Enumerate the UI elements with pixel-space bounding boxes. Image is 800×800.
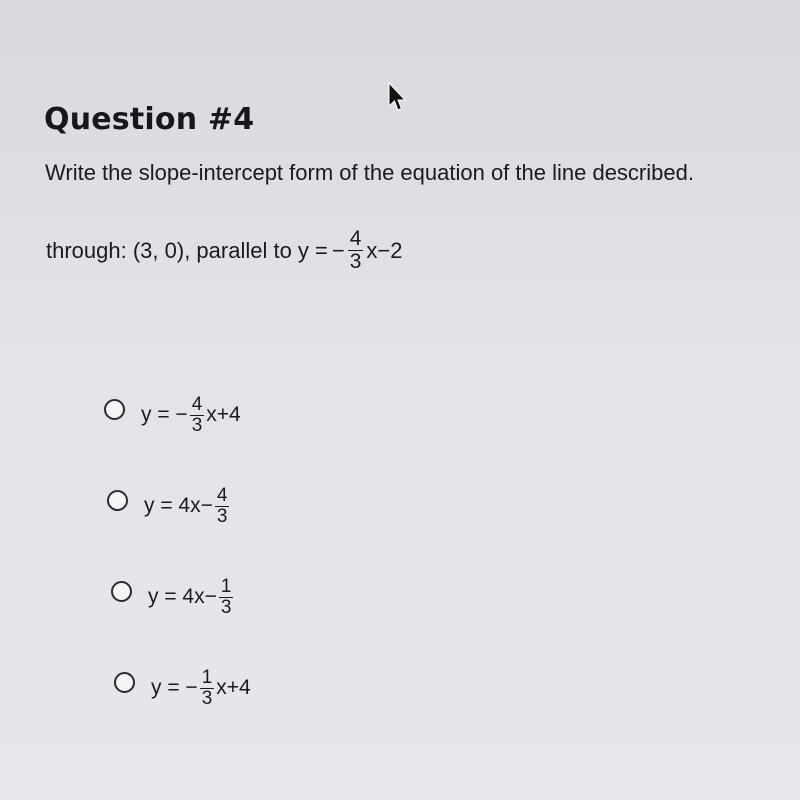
- fraction-numerator: 1: [201, 667, 213, 688]
- choice-d-post: x+4: [216, 676, 251, 700]
- choice-b-fraction: [215, 486, 230, 527]
- prompt-tail: x−2: [366, 237, 403, 263]
- prompt-sign: −: [331, 237, 345, 263]
- radio-button-c[interactable]: [111, 581, 132, 602]
- choice-a-fraction: [190, 395, 205, 436]
- prompt-lead: through: (3, 0), parallel to y =: [46, 237, 328, 263]
- choice-a-pre: y = −: [141, 403, 188, 427]
- fraction-denominator: 3: [216, 505, 228, 527]
- prompt-fraction: [348, 228, 364, 273]
- choice-d-pre: y = −: [151, 676, 198, 700]
- radio-button-a[interactable]: [104, 399, 125, 420]
- question-instructions: Write the slope-intercept form of the equation of the line described.: [45, 160, 694, 185]
- fraction-denominator: 3: [349, 250, 362, 274]
- answer-choice-d[interactable]: [114, 668, 251, 709]
- fraction-denominator: 3: [191, 414, 203, 436]
- fraction-numerator: 4: [191, 394, 203, 415]
- fraction-numerator: 1: [220, 576, 232, 597]
- question-prompt: [46, 228, 403, 273]
- question-title: Question #4: [44, 102, 255, 137]
- fraction-denominator: 3: [220, 596, 232, 618]
- choice-c-pre: y = 4x−: [148, 585, 217, 609]
- radio-button-b[interactable]: [107, 490, 128, 511]
- choice-c-fraction: [219, 577, 234, 618]
- fraction-denominator: 3: [201, 687, 213, 709]
- choice-b-pre: y = 4x−: [144, 494, 213, 518]
- choice-a-post: x+4: [206, 403, 241, 427]
- mouse-pointer-icon: [387, 82, 407, 112]
- fraction-numerator: 4: [349, 227, 362, 250]
- answer-choice-c[interactable]: [111, 577, 235, 618]
- answer-choice-b[interactable]: [107, 486, 231, 527]
- answer-choice-a[interactable]: [104, 395, 241, 436]
- choice-d-fraction: [200, 668, 215, 709]
- fraction-numerator: 4: [216, 485, 228, 506]
- radio-button-d[interactable]: [114, 672, 135, 693]
